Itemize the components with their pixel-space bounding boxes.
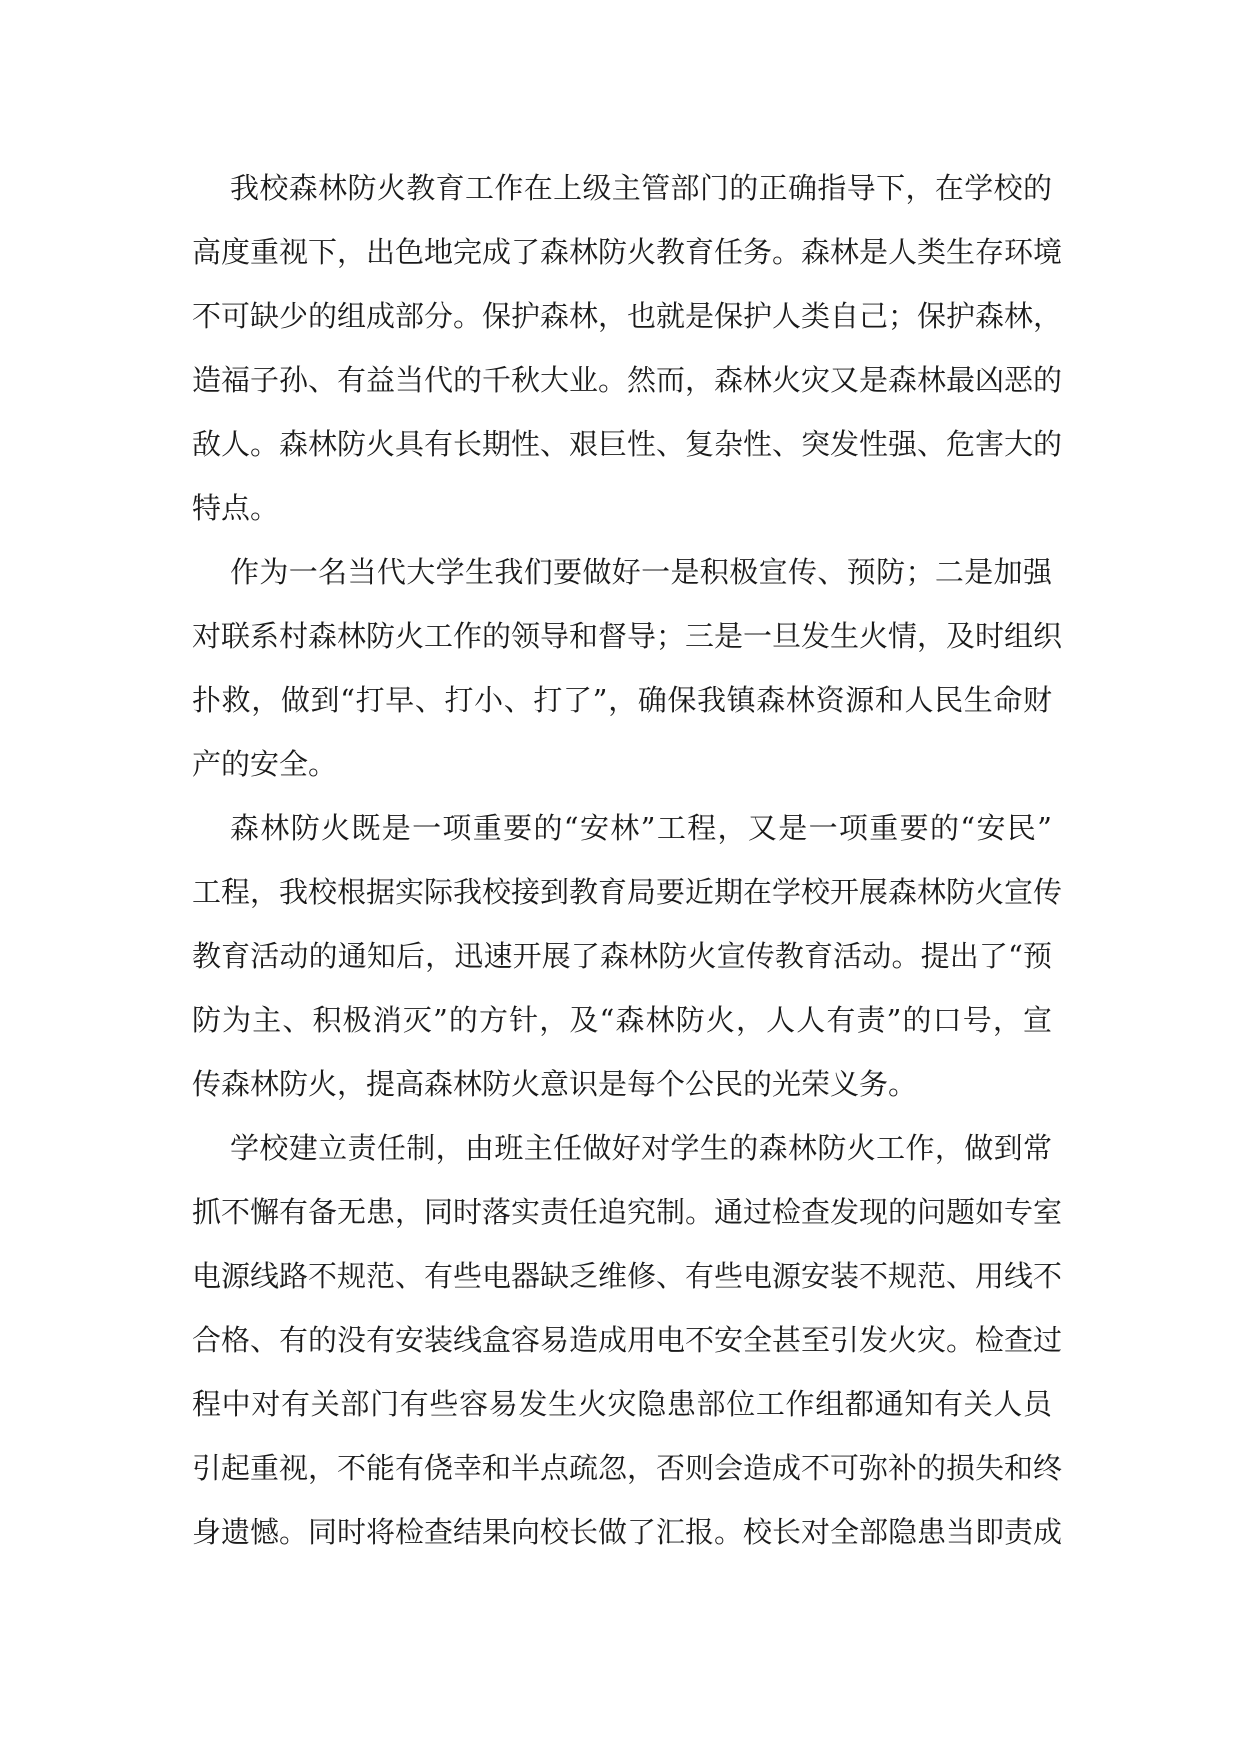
text-line: 身遗憾。同时将检查结果向校长做了汇报。校长对全部隐患当即责成 [192, 1515, 1063, 1549]
text-line: 学校建立责任制，由班主任做好对学生的森林防火工作，做到常 [230, 1131, 1052, 1165]
text-line: 抓不懈有备无患，同时落实责任追究制。通过检查发现的问题如专室 [192, 1195, 1063, 1229]
text-line: 产的安全。 [192, 747, 338, 781]
text-line: 传森林防火，提高森林防火意识是每个公民的光荣义务。 [192, 1067, 918, 1101]
paragraph-3 [192, 796, 1063, 1116]
text-line: 引起重视，不能有侥幸和半点疏忽，否则会造成不可弥补的损失和终 [192, 1451, 1063, 1485]
text-line: 高度重视下，出色地完成了森林防火教育任务。森林是人类生存环境 [192, 235, 1063, 269]
text-line: 对联系村森林防火工作的领导和督导；三是一旦发生火情，及时组织 [192, 619, 1063, 653]
text-line: 特点。 [192, 491, 280, 525]
document-body [192, 156, 1063, 1564]
paragraph-1 [192, 156, 1063, 540]
text-line: 合格、有的没有安装线盒容易造成用电不安全甚至引发火灾。检查过 [192, 1323, 1063, 1357]
text-line: 扑救，做到“打早、打小、打了”，确保我镇森林资源和人民生命财 [192, 683, 1052, 717]
text-line: 我校森林防火教育工作在上级主管部门的正确指导下，在学校的 [230, 171, 1052, 205]
text-line: 电源线路不规范、有些电器缺乏维修、有些电源安装不规范、用线不 [192, 1259, 1063, 1293]
text-line: 敌人。森林防火具有长期性、艰巨性、复杂性、突发性强、危害大的 [192, 427, 1063, 461]
text-line: 工程，我校根据实际我校接到教育局要近期在学校开展森林防火宣传 [192, 875, 1063, 909]
text-line: 教育活动的通知后，迅速开展了森林防火宣传教育活动。提出了“预 [192, 939, 1052, 973]
paragraph-4 [192, 1116, 1063, 1564]
paragraph-2 [192, 540, 1063, 796]
text-line: 作为一名当代大学生我们要做好一是积极宣传、预防；二是加强 [230, 555, 1052, 589]
text-line: 森林防火既是一项重要的“安林”工程，又是一项重要的“安民” [230, 811, 1052, 845]
text-line: 不可缺少的组成部分。保护森林，也就是保护人类自己；保护森林， [192, 299, 1063, 333]
text-line: 造福子孙、有益当代的千秋大业。然而，森林火灾又是森林最凶恶的 [192, 363, 1063, 397]
text-line: 防为主、积极消灭”的方针，及“森林防火，人人有责”的口号，宣 [192, 1003, 1052, 1037]
text-line: 程中对有关部门有些容易发生火灾隐患部位工作组都通知有关人员 [192, 1387, 1052, 1421]
